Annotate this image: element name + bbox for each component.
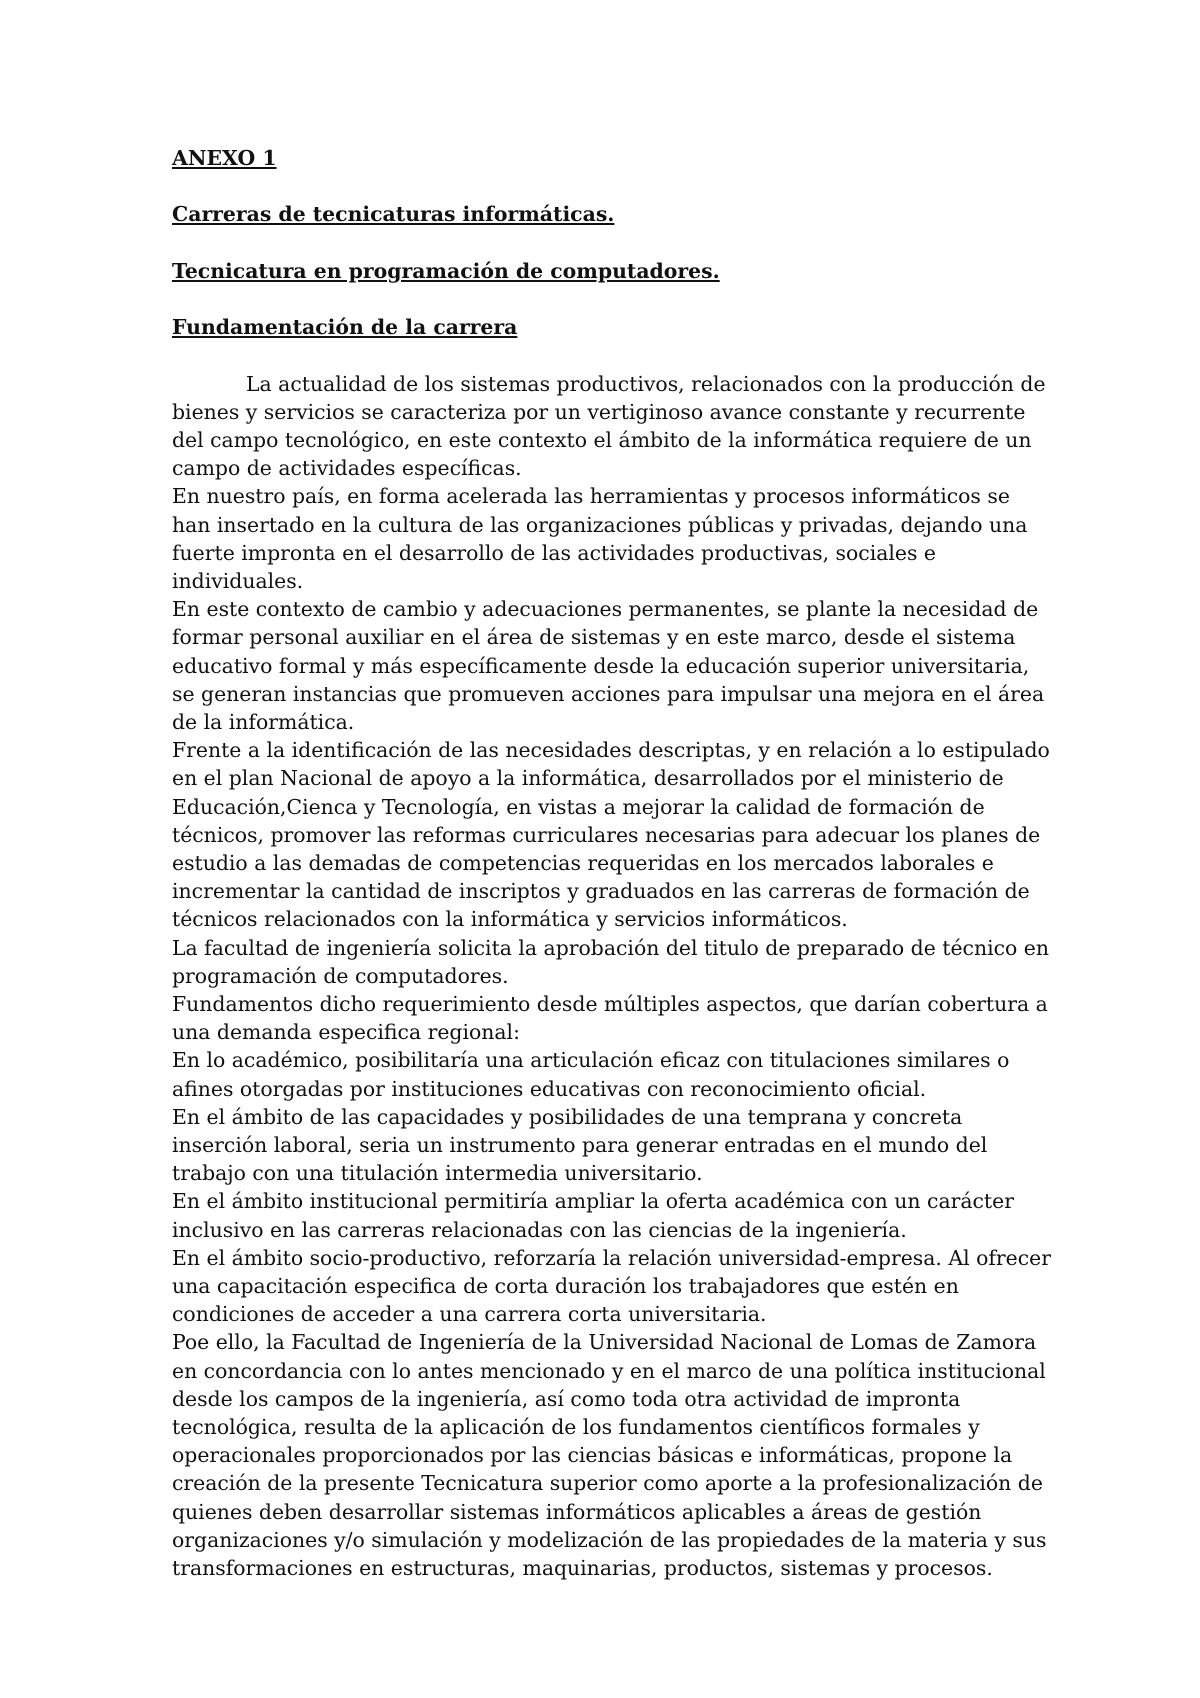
spacer [172, 341, 1052, 369]
document-page [172, 144, 1052, 1582]
body-paragraph: En el ámbito de las capacidades y posibilidades de una temprana y concreta inserción laboral, seria un instrumento para generar entradas en el mundo del trabajo con una titulación intermedia universitario. [172, 1104, 988, 1186]
body-paragraph: En el ámbito socio-productivo, reforzaría la relación universidad-empresa. Al ofrecer una capacitación especifica de corta duración los trabajadores que estén en condiciones de acceder a una carrera corta universitaria. [172, 1245, 1051, 1327]
spacer [172, 229, 1052, 257]
body-paragraph: En lo académico, posibilitaría una articulación eficaz con titulaciones similares o afines otorgadas por instituciones educativas con reconocimiento oficial. [172, 1048, 1010, 1101]
rationale-title: Fundamentación de la carrera [172, 315, 518, 340]
section-title: Carreras de tecnicaturas informáticas. [172, 202, 615, 227]
body-paragraph: En este contexto de cambio y adecuaciones permanentes, se plante la necesidad de formar personal auxiliar en el área de sistemas y en este marco, desde el sistema educativo formal y más específicamente desde la educación superior universitaria, se generan instancias que promueven acciones para impulsar una mejora en el área de la informática. [172, 597, 1045, 734]
body-paragraph: En el ámbito institucional permitiría ampliar la oferta académica con un carácter inclusivo en las carreras relacionadas con las ciencias de la ingeniería. [172, 1189, 1014, 1242]
spacer [172, 172, 1052, 200]
body-paragraph: Fundamentos dicho requerimiento desde múltiples aspectos, que darían cobertura a una demanda especifica regional: [172, 992, 1048, 1045]
annex-title: ANEXO 1 [172, 146, 277, 170]
body-paragraph: La actualidad de los sistemas productivos, relacionados con la producción de bienes y servicios se caracteriza por un vertiginoso avance constante y recurrente del campo tecnológico, en este contexto el ámbito de la informática requiere de un campo de actividades específicas. [172, 371, 1046, 481]
program-title: Tecnicatura en programación de computadores. [172, 258, 720, 283]
spacer [172, 285, 1052, 313]
body-paragraph: Poe ello, la Facultad de Ingeniería de la Universidad Nacional de Lomas de Zamora en concordancia con lo antes mencionado y en el marco de una política institucional desde los campos de la ingeniería, así como toda otra actividad de impronta tecnológica, resulta de la aplicación de los fundamentos científicos formales y operacionales proporcionados por las ciencias básicas e informáticas, propone la creación de la presente Tecnicatura superior como aporte a la profesionalización de quienes deben desarrollar sistemas informáticos aplicables a áreas de gestión organizaciones y/o simulación y modelización de las propiedades de la materia y sus transformaciones en estructuras, maquinarias, productos, sistemas y procesos. [172, 1330, 1047, 1581]
body-paragraph: La facultad de ingeniería solicita la aprobación del titulo de preparado de técnico en programación de computadores. [172, 935, 1049, 988]
body-paragraph: En nuestro país, en forma acelerada las herramientas y procesos informáticos se han insertado en la cultura de las organizaciones públicas y privadas, dejando una fuerte impronta en el desarrollo de las actividades productivas, sociales e individuales. [172, 484, 1028, 593]
body-paragraph: Frente a la identificación de las necesidades descriptas, y en relación a lo estipulado en el plan Nacional de apoyo a la informática, desarrollados por el ministerio de Educación,Cienca y Tecnología, en vistas a mejorar la calidad de formación de técnicos, promover las reformas curriculares necesarias para adecuar los planes de estudio a las demadas de competencias requeridas en los mercados laborales e incrementar la cantidad de inscriptos y graduados en las carreras de formación de técnicos relacionados con la informática y servicios informáticos. [172, 738, 1050, 932]
